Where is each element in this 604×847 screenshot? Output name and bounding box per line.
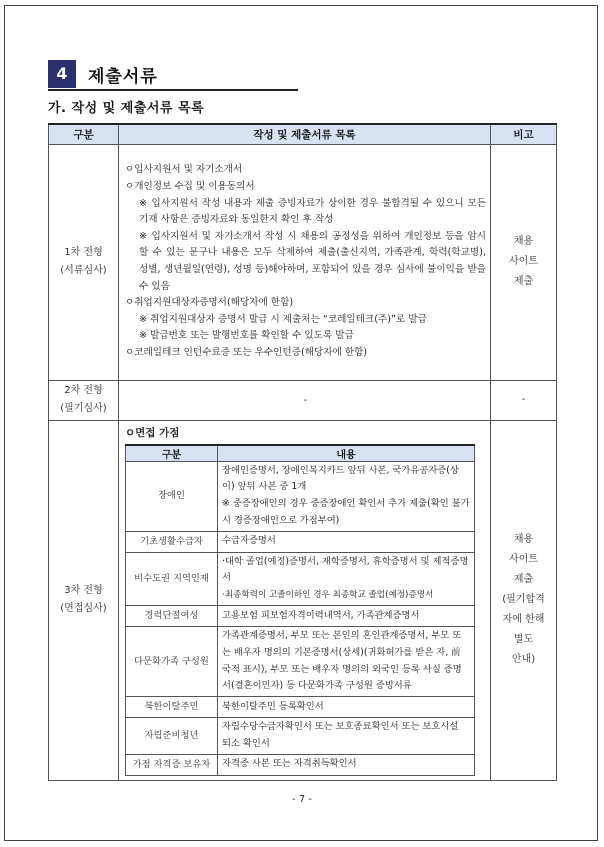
doc-note: ※ 발급번호 또는 발행번호를 확인할 수 있도록 발급 [139,330,354,342]
section-title: 제출서류 [88,67,158,87]
interview-bonus-heading: ㅇ면접 가점 [125,426,180,439]
section-underline [48,89,298,91]
table-row-stage1 [49,144,557,380]
stage3-name: 3차 전형 [64,585,103,597]
bonus-row [126,627,475,697]
stage3-note [491,420,557,780]
note-line: 사이트 [509,256,538,267]
bonus-line: ※ 중증장애인의 경우 중증장애인 확인서 추가 제출(확인 불가 시 경증장애인으로 가점부여) [222,498,470,526]
stage3-cell [49,420,119,780]
bonus-content [218,627,475,697]
note-line: 채용 [513,236,534,247]
stage1-sub: (서류심사) [60,265,107,276]
stage3-docs [119,420,491,780]
bonus-header-content: 내용 [218,445,475,462]
stage1-name: 1차 전형 [64,247,103,258]
doc-item: ㅇ취업지원대상자증명서(해당자에 한함) [125,297,294,309]
bonus-row [126,754,475,775]
note-line: (필기합격 [502,594,545,606]
note-line: 자에 한해 [502,614,545,626]
bonus-category: 기초생활수급자 [126,531,218,552]
bonus-line: 자격증 사본 또는 자격취득확인서 [222,758,357,770]
doc-note: ※ 취업지원대상자 증명서 발급 시 제출처는 “코레일테크(주)”로 발급 [139,313,427,325]
bonus-category: 다문화가족 구성원 [126,627,218,697]
note-line: 제출 [513,276,534,287]
bonus-content [218,552,475,605]
doc-note: ※ 입사지원서 작성 내용과 제출 증빙자료가 상이한 경우 불합격될 수 있으니 모든 기재 사항은 증빙자료와 동일한지 확인 후 작성 [139,197,486,226]
bonus-row [126,697,475,718]
bonus-line: 수급자증명서 [222,535,276,547]
bonus-category: 자립준비청년 [126,718,218,755]
stage2-sub: (필기심사) [60,403,107,414]
doc-item: ㅇ개인정보 수집 및 이용동의서 [125,181,255,193]
doc-item: ㅇ입사지원서 및 자기소개서 [125,164,243,176]
bonus-row [126,606,475,627]
bonus-row [126,531,475,552]
bonus-content [218,606,475,627]
bonus-line: ·대학 졸업(예정)증명서, 재학증명서, 휴학증명서 및 제적증명서 [222,555,469,584]
bonus-line: 자립수당수급자확인서 또는 보호종료확인서 또는 보호시설 퇴소 확인서 [222,721,459,750]
bonus-category: 경력단절여성 [126,606,218,627]
bonus-row [126,718,475,755]
bonus-header-row [126,445,475,462]
bonus-line: 북한이탈주민 등록확인서 [222,700,324,712]
bonus-content [218,531,475,552]
doc-item: ㅇ코레일테크 인턴수료증 또는 우수인턴증(해당자에 한함) [125,346,368,358]
bonus-line: 가족관계증명서, 부모 또는 본인의 혼인관계증명서, 부모 또는 배우자 명의의 기본증명서(상세)(귀화허가를 받은 자, 前 국적 표시), 부모 또는 배우자 명의의 외국인 등록 사실 증명서(결혼이민자) 등 다문화가족 구성원 증빙서류 [222,630,462,692]
table-header-row [49,124,557,144]
bonus-line: 장애인증명서, 장애인복지카드 앞뒤 사본, 국가유공자증(상이) 앞뒤 사본 중 1개 [222,464,459,493]
subsection-title: 가. 작성 및 제출서류 목록 [48,101,205,116]
bonus-category: 가점 자격증 보유자 [126,754,218,775]
note-line: 별도 [513,634,534,646]
header-note: 비고 [491,124,557,144]
bonus-line: ·최종학력이 고졸이하인 경우 최종학교 졸업(예정)증명서 [222,590,434,601]
stage2-name: 2차 전형 [64,385,103,396]
note-line: 사이트 [509,554,538,566]
bonus-table [125,444,475,776]
bonus-category: 비수도권 지역인재 [126,552,218,605]
documents-table [48,123,557,781]
doc-note: ※ 입사지원서 및 자기소개서 작성 시 채용의 공정성을 위하여 개인정보 등을 암시할 수 있는 문구나 내용은 모두 삭제하여 제출(출신지역, 가족관계, 학력(학교명), 성별, 생년월일(연령), 성명 등)해야하며, 포함되어 있을 경우 심사에 불이익을 받을 수 있음 [139,230,486,292]
stage1-docs [119,144,491,380]
bonus-category: 장애인 [126,461,218,531]
bonus-category: 북한이탈주민 [126,697,218,718]
section-number: 4 [48,60,76,88]
stage2-note: - [491,380,557,420]
bonus-content [218,697,475,718]
stage2-docs: - [119,380,491,420]
note-line: 채용 [513,534,534,546]
note-line: 안내) [511,654,536,666]
stage2-cell [49,380,119,420]
bonus-header-category: 구분 [126,445,218,462]
bonus-content [218,754,475,775]
bonus-line: 고용보험 피보험자격이력내역서, 가족관계증명서 [222,609,420,621]
table-row-stage2 [49,380,557,420]
page-number: - 7 - [292,794,312,805]
stage3-sub: (면접심사) [60,603,107,615]
header-category: 구분 [49,124,119,144]
bonus-content [218,461,475,531]
note-line: 제출 [513,574,534,586]
stage1-note [491,144,557,380]
stage1-cell [49,144,119,380]
bonus-row [126,461,475,531]
bonus-row [126,552,475,605]
header-documents: 작성 및 제출서류 목록 [119,124,491,144]
bonus-content [218,718,475,755]
table-row-stage3 [49,420,557,780]
